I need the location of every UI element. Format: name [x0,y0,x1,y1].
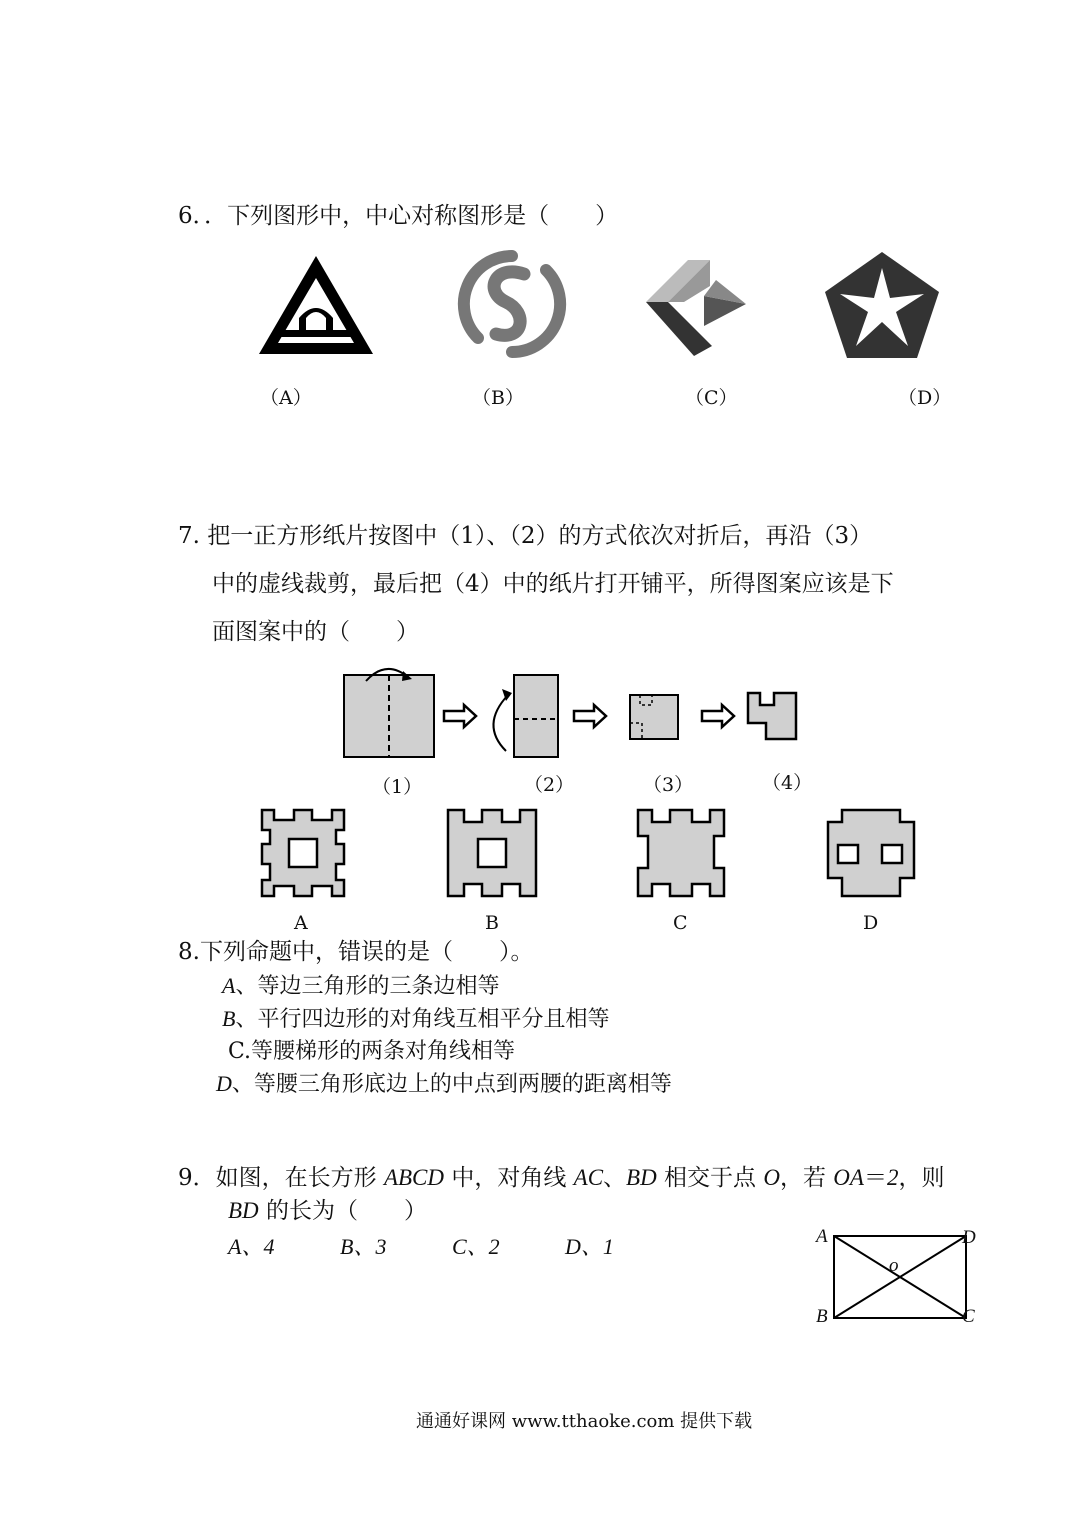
q9-option-c: C、2 [452,1234,500,1259]
q9-var-ac: AC [573,1165,604,1190]
q8-option-a [222,969,499,1000]
q8-stem: 8.下列命题中，错误的是（ ）。 [178,939,534,965]
q7-choice-a-figure [256,808,350,898]
q8-option-a-text: 、等边三角形的三条边相等 [235,974,500,999]
page-footer: 通通好课网 www.tthaoke.com 提供下载 [416,1411,753,1432]
q8-option-b-letter: B [222,1006,236,1031]
q7-step-label-4: （4） [762,772,813,794]
q6-figure-a-warning-sign [255,252,377,358]
q7-choice-b-figure [444,808,540,898]
q9-value: 2 [886,1165,899,1190]
q6-figure-b-swirl-logo [458,250,566,358]
q7-choice-d-figure [824,808,918,898]
q9-var-oa: OA [833,1165,864,1190]
q7-line3: 面图案中的（ ） [212,619,419,645]
q7-step-label-3: （3） [643,774,694,796]
q9-line1 [178,1163,944,1193]
q7-choice-label-d: D [863,912,879,934]
q8-option-a-letter: A [222,973,236,998]
q9-text: ，则 [898,1165,945,1191]
q9-text: 的长为（ ） [258,1198,427,1224]
q8-option-d-letter: D [216,1071,232,1096]
q9-option-b: B、3 [340,1234,387,1259]
q9-figure-label-a: A [816,1226,828,1247]
q8-option-d-text: 、等腰三角形底边上的中点到两腰的距离相等 [231,1072,672,1097]
q7-choice-c-figure [634,808,728,898]
q8-option-b-text: 、平行四边形的对角线互相平分且相等 [235,1007,610,1032]
q6-figure-d-pentagon-star [823,250,941,360]
q9-var-bd: BD [626,1165,657,1190]
q9-text: 相交于点 [656,1165,764,1191]
q9-figure-label-o: o [889,1255,899,1276]
q6-label-c: （C） [685,387,738,409]
q9-text: ＝ [863,1165,887,1191]
q9-option-d: D、1 [565,1234,614,1259]
q8-option-c [228,1034,515,1065]
q9-var-o: O [763,1165,780,1190]
q6-label-d: （D） [898,387,952,409]
q7-line1: 7. 把一正方形纸片按图中（1）、（2）的方式依次对折后，再沿（3） [178,523,873,549]
q9-var-abcd: ABCD [383,1165,445,1190]
q6-label-a: （A） [260,387,312,409]
q8-option-d [216,1067,672,1098]
q9-text: 、 [603,1165,627,1191]
q9-text: ，若 [779,1165,834,1191]
q9-var-bd: BD [228,1198,259,1223]
q9-line2 [228,1196,427,1226]
q6-label-b: （B） [472,387,524,409]
q9-figure-label-b: B [816,1306,828,1327]
q6-figure-c-arrow-logo [640,250,752,358]
q6-stem: 6．．下列图形中，中心对称图形是（ ） [178,203,619,229]
q8-option-c-text: 等腰梯形的两条对角线相等 [251,1039,516,1064]
q9-figure-label-d: D [962,1227,976,1248]
q8-option-c-letter: C. [228,1039,252,1064]
q9-figure-label-c: C [962,1306,975,1327]
q7-line2: 中的虚线裁剪，最后把（4）中的纸片打开铺平，所得图案应该是下 [212,571,894,597]
q9-rectangle-figure [812,1222,982,1334]
q9-option-a: A、4 [228,1234,275,1259]
q7-step-label-1: （1） [372,776,423,798]
q7-step-label-2: （2） [524,774,575,796]
q9-text: 9．如图，在长方形 [178,1165,384,1191]
q7-choice-label-c: C [673,912,688,934]
q9-text: 中，对角线 [444,1165,574,1191]
q7-choice-label-b: B [485,912,499,934]
q7-folding-steps [330,665,810,765]
q8-option-b [222,1002,609,1033]
q7-choice-label-a: A [294,912,308,934]
